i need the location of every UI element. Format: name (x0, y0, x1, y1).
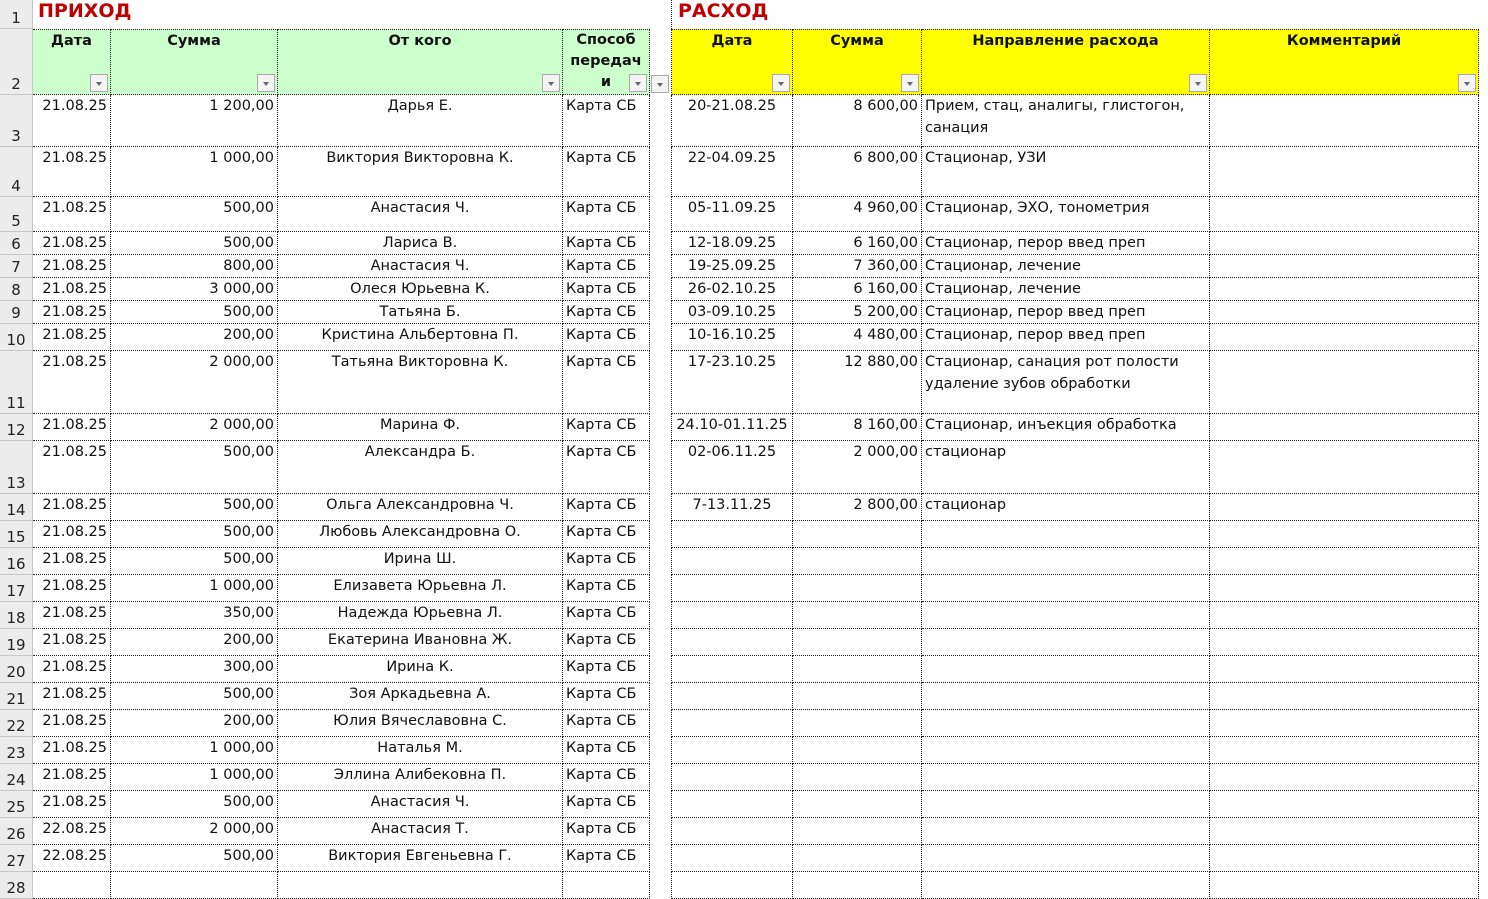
expense-cell-comment[interactable] (1210, 845, 1479, 872)
row-header[interactable]: 11 (0, 351, 33, 414)
income-cell-date[interactable]: 21.08.25 (33, 737, 111, 764)
expense-cell-purpose[interactable] (922, 683, 1210, 710)
expense-cell-amount[interactable]: 5 200,00 (793, 301, 922, 324)
row-header[interactable]: 28 (0, 872, 33, 899)
expense-cell-amount[interactable] (793, 791, 922, 818)
income-cell-date[interactable]: 21.08.25 (33, 575, 111, 602)
income-cell-from[interactable]: Анастасия Ч. (278, 255, 563, 278)
row-header[interactable]: 24 (0, 764, 33, 791)
income-cell-from[interactable]: Надежда Юрьевна Л. (278, 602, 563, 629)
income-cell-amount[interactable]: 500,00 (111, 845, 278, 872)
expense-cell-date[interactable] (672, 548, 793, 575)
empty-cell[interactable] (650, 147, 672, 197)
filter-dropdown-icon[interactable] (1458, 74, 1476, 92)
expense-cell-comment[interactable] (1210, 441, 1479, 494)
expense-cell-amount[interactable] (793, 548, 922, 575)
expense-cell-date[interactable] (672, 521, 793, 548)
income-cell-method[interactable]: Карта СБ (563, 351, 650, 414)
income-cell-amount[interactable]: 500,00 (111, 791, 278, 818)
empty-cell[interactable] (650, 683, 672, 710)
income-cell-date[interactable]: 21.08.25 (33, 147, 111, 197)
empty-cell[interactable] (650, 845, 672, 872)
expense-header-amount (793, 29, 922, 95)
row-header[interactable]: 26 (0, 818, 33, 845)
expense-cell-date[interactable]: 10-16.10.25 (672, 324, 793, 351)
income-cell-date[interactable]: 21.08.25 (33, 414, 111, 441)
income-cell-from[interactable]: Анастасия Ч. (278, 791, 563, 818)
income-cell-date[interactable]: 21.08.25 (33, 494, 111, 521)
expense-cell-purpose[interactable] (922, 656, 1210, 683)
filter-dropdown-icon[interactable] (629, 74, 647, 92)
row-header[interactable]: 20 (0, 656, 33, 683)
expense-cell-comment[interactable] (1210, 521, 1479, 548)
expense-cell-comment[interactable] (1210, 324, 1479, 351)
expense-cell-date[interactable]: 20-21.08.25 (672, 95, 793, 147)
empty-cell[interactable] (650, 324, 672, 351)
row-header[interactable]: 4 (0, 147, 33, 197)
header-label: Дата (711, 33, 753, 49)
row-header[interactable]: 19 (0, 629, 33, 656)
expense-cell-comment[interactable] (1210, 255, 1479, 278)
empty-cell[interactable] (650, 95, 672, 147)
income-cell-date[interactable]: 21.08.25 (33, 710, 111, 737)
expense-cell-purpose[interactable] (922, 521, 1210, 548)
header-label-line: передач (570, 53, 642, 69)
expense-cell-amount[interactable]: 6 800,00 (793, 147, 922, 197)
income-cell-from[interactable]: Ирина Ш. (278, 548, 563, 575)
expense-cell-date[interactable]: 02-06.11.25 (672, 441, 793, 494)
income-cell-amount[interactable] (111, 872, 278, 899)
expense-cell-comment[interactable] (1210, 414, 1479, 441)
expense-cell-amount[interactable] (793, 629, 922, 656)
expense-cell-date[interactable] (672, 683, 793, 710)
income-cell-from[interactable]: Наталья М. (278, 737, 563, 764)
expense-cell-amount[interactable] (793, 575, 922, 602)
income-cell-method[interactable]: Карта СБ (563, 602, 650, 629)
expense-cell-date[interactable] (672, 656, 793, 683)
empty-cell[interactable] (650, 737, 672, 764)
expense-cell-amount[interactable]: 6 160,00 (793, 232, 922, 255)
income-cell-from[interactable]: Эллина Алибековна П. (278, 764, 563, 791)
row-header[interactable]: 14 (0, 494, 33, 521)
income-cell-method[interactable]: Карта СБ (563, 278, 650, 301)
income-cell-date[interactable]: 21.08.25 (33, 548, 111, 575)
income-cell-method[interactable]: Карта СБ (563, 629, 650, 656)
expense-cell-purpose[interactable] (922, 575, 1210, 602)
row-header[interactable]: 15 (0, 521, 33, 548)
header-label: Сумма (167, 33, 221, 49)
income-cell-date[interactable] (33, 872, 111, 899)
expense-cell-purpose[interactable]: Стационар, перор введ преп (922, 301, 1210, 324)
row-header[interactable]: 1 (0, 0, 33, 29)
income-cell-date[interactable]: 21.08.25 (33, 197, 111, 232)
income-cell-amount[interactable]: 500,00 (111, 301, 278, 324)
income-cell-method[interactable]: Карта СБ (563, 575, 650, 602)
income-cell-amount[interactable]: 1 000,00 (111, 737, 278, 764)
income-cell-amount[interactable]: 3 000,00 (111, 278, 278, 301)
expense-cell-purpose[interactable]: Стационар, инъекция обработка (922, 414, 1210, 441)
income-cell-method[interactable]: Карта СБ (563, 441, 650, 494)
row-header[interactable]: 22 (0, 710, 33, 737)
expense-cell-comment[interactable] (1210, 629, 1479, 656)
expense-cell-date[interactable]: 17-23.10.25 (672, 351, 793, 414)
expense-cell-comment[interactable] (1210, 683, 1479, 710)
income-cell-date[interactable]: 21.08.25 (33, 232, 111, 255)
income-cell-date[interactable]: 21.08.25 (33, 602, 111, 629)
income-cell-date[interactable]: 21.08.25 (33, 764, 111, 791)
income-cell-method[interactable]: Карта СБ (563, 301, 650, 324)
filter-dropdown-icon[interactable] (901, 74, 919, 92)
income-cell-date[interactable]: 21.08.25 (33, 521, 111, 548)
expense-cell-comment[interactable] (1210, 278, 1479, 301)
expense-cell-date[interactable]: 03-09.10.25 (672, 301, 793, 324)
income-cell-date[interactable]: 21.08.25 (33, 278, 111, 301)
expense-cell-purpose[interactable] (922, 764, 1210, 791)
expense-cell-amount[interactable] (793, 872, 922, 899)
expense-cell-purpose[interactable] (922, 818, 1210, 845)
income-cell-method[interactable]: Карта СБ (563, 255, 650, 278)
empty-cell[interactable] (650, 197, 672, 232)
expense-cell-comment[interactable] (1210, 548, 1479, 575)
expense-cell-date[interactable] (672, 791, 793, 818)
income-cell-from[interactable]: Татьяна Викторовна К. (278, 351, 563, 414)
income-cell-amount[interactable]: 500,00 (111, 548, 278, 575)
expense-cell-comment[interactable] (1210, 351, 1479, 414)
income-cell-amount[interactable]: 1 200,00 (111, 95, 278, 147)
income-cell-date[interactable]: 21.08.25 (33, 683, 111, 710)
empty-cell[interactable] (650, 301, 672, 324)
income-cell-amount[interactable]: 500,00 (111, 521, 278, 548)
expense-cell-date[interactable] (672, 575, 793, 602)
income-cell-method[interactable]: Карта СБ (563, 414, 650, 441)
income-cell-method[interactable] (563, 872, 650, 899)
income-cell-method[interactable]: Карта СБ (563, 548, 650, 575)
header-label: Дата (51, 33, 92, 49)
expense-cell-amount[interactable] (793, 764, 922, 791)
expense-cell-purpose[interactable]: Стационар, лечение (922, 255, 1210, 278)
expense-cell-date[interactable]: 24.10-01.11.25 (672, 414, 793, 441)
income-cell-amount[interactable]: 350,00 (111, 602, 278, 629)
row-header[interactable]: 18 (0, 602, 33, 629)
income-cell-date[interactable]: 21.08.25 (33, 629, 111, 656)
income-cell-method[interactable]: Карта СБ (563, 197, 650, 232)
expense-cell-amount[interactable]: 6 160,00 (793, 278, 922, 301)
filter-dropdown-icon[interactable] (90, 74, 108, 92)
row-header[interactable]: 12 (0, 414, 33, 441)
income-header-date (33, 29, 111, 95)
expense-cell-amount[interactable] (793, 710, 922, 737)
income-cell-method[interactable]: Карта СБ (563, 95, 650, 147)
expense-cell-comment[interactable] (1210, 575, 1479, 602)
empty-cell[interactable] (650, 278, 672, 301)
expense-cell-date[interactable]: 19-25.09.25 (672, 255, 793, 278)
income-cell-method[interactable]: Карта СБ (563, 494, 650, 521)
income-cell-method[interactable]: Карта СБ (563, 147, 650, 197)
income-cell-date[interactable]: 21.08.25 (33, 351, 111, 414)
header-label: Направление расхода (972, 33, 1159, 49)
row-header[interactable]: 8 (0, 278, 33, 301)
income-cell-method[interactable]: Карта СБ (563, 521, 650, 548)
income-cell-from[interactable]: Татьяна Б. (278, 301, 563, 324)
expense-cell-amount[interactable] (793, 521, 922, 548)
gap-header (650, 29, 672, 95)
income-cell-date[interactable]: 21.08.25 (33, 324, 111, 351)
expense-cell-date[interactable] (672, 737, 793, 764)
expense-cell-purpose[interactable] (922, 737, 1210, 764)
income-cell-from[interactable]: Марина Ф. (278, 414, 563, 441)
expense-cell-amount[interactable]: 8 600,00 (793, 95, 922, 147)
income-cell-amount[interactable]: 1 000,00 (111, 147, 278, 197)
expense-cell-amount[interactable] (793, 737, 922, 764)
income-cell-date[interactable]: 21.08.25 (33, 441, 111, 494)
income-cell-from[interactable]: Елизавета Юрьевна Л. (278, 575, 563, 602)
income-cell-amount[interactable]: 200,00 (111, 710, 278, 737)
expense-cell-date[interactable]: 22-04.09.25 (672, 147, 793, 197)
expense-cell-purpose[interactable] (922, 845, 1210, 872)
income-cell-from[interactable]: Лариса В. (278, 232, 563, 255)
income-cell-from[interactable]: Екатерина Ивановна Ж. (278, 629, 563, 656)
filter-dropdown-icon[interactable] (542, 74, 560, 92)
gridline (671, 0, 672, 29)
expense-cell-date[interactable] (672, 872, 793, 899)
expense-cell-purpose[interactable] (922, 548, 1210, 575)
income-title: ПРИХОД (38, 0, 132, 22)
row-header[interactable]: 13 (0, 441, 33, 494)
expense-cell-comment[interactable] (1210, 232, 1479, 255)
row-header[interactable]: 10 (0, 324, 33, 351)
income-cell-amount[interactable]: 2 000,00 (111, 414, 278, 441)
income-cell-from[interactable]: Юлия Вячеславовна С. (278, 710, 563, 737)
income-cell-method[interactable]: Карта СБ (563, 656, 650, 683)
income-cell-method[interactable]: Карта СБ (563, 845, 650, 872)
income-cell-from[interactable]: Виктория Викторовна К. (278, 147, 563, 197)
row-header[interactable]: 7 (0, 255, 33, 278)
income-cell-amount[interactable]: 300,00 (111, 656, 278, 683)
empty-cell[interactable] (650, 764, 672, 791)
expense-cell-amount[interactable]: 7 360,00 (793, 255, 922, 278)
row-header[interactable]: 5 (0, 197, 33, 232)
row-header[interactable]: 2 (0, 29, 33, 95)
income-cell-from[interactable]: Анастасия Ч. (278, 197, 563, 232)
income-cell-method[interactable]: Карта СБ (563, 324, 650, 351)
income-cell-from[interactable] (278, 872, 563, 899)
empty-cell[interactable] (650, 494, 672, 521)
expense-cell-purpose[interactable]: стационар (922, 441, 1210, 494)
expense-cell-amount[interactable] (793, 656, 922, 683)
expense-title: РАСХОД (678, 0, 769, 22)
income-cell-from[interactable]: Любовь Александровна О. (278, 521, 563, 548)
income-header-amount (111, 29, 278, 95)
income-cell-method[interactable]: Карта СБ (563, 232, 650, 255)
empty-cell[interactable] (650, 441, 672, 494)
empty-cell[interactable] (650, 575, 672, 602)
expense-cell-amount[interactable]: 2 000,00 (793, 441, 922, 494)
income-cell-from[interactable]: Александра Б. (278, 441, 563, 494)
empty-cell[interactable] (650, 232, 672, 255)
income-cell-method[interactable]: Карта СБ (563, 791, 650, 818)
income-cell-from[interactable]: Ирина К. (278, 656, 563, 683)
row-header[interactable]: 25 (0, 791, 33, 818)
expense-cell-amount[interactable] (793, 602, 922, 629)
expense-cell-purpose[interactable] (922, 872, 1210, 899)
expense-cell-date[interactable] (672, 764, 793, 791)
income-cell-amount[interactable]: 500,00 (111, 441, 278, 494)
expense-cell-comment[interactable] (1210, 147, 1479, 197)
row-header[interactable]: 16 (0, 548, 33, 575)
empty-cell[interactable] (650, 791, 672, 818)
empty-cell[interactable] (650, 629, 672, 656)
income-cell-date[interactable]: 21.08.25 (33, 656, 111, 683)
income-cell-from[interactable]: Кристина Альбертовна П. (278, 324, 563, 351)
row-header[interactable]: 17 (0, 575, 33, 602)
expense-header-comment (1210, 29, 1479, 95)
income-cell-amount[interactable]: 2 000,00 (111, 351, 278, 414)
header-label-line: Способ (576, 32, 636, 48)
income-cell-amount[interactable]: 500,00 (111, 494, 278, 521)
expense-cell-date[interactable]: 26-02.10.25 (672, 278, 793, 301)
income-cell-method[interactable]: Карта СБ (563, 764, 650, 791)
header-label: От кого (388, 33, 452, 49)
expense-cell-date[interactable]: 05-11.09.25 (672, 197, 793, 232)
row-header[interactable]: 6 (0, 232, 33, 255)
income-cell-date[interactable]: 21.08.25 (33, 95, 111, 147)
expense-cell-comment[interactable] (1210, 764, 1479, 791)
expense-header-purpose (922, 29, 1210, 95)
expense-cell-comment[interactable] (1210, 602, 1479, 629)
income-cell-date[interactable]: 21.08.25 (33, 791, 111, 818)
expense-cell-comment[interactable] (1210, 494, 1479, 521)
expense-cell-date[interactable]: 7-13.11.25 (672, 494, 793, 521)
row-header[interactable]: 3 (0, 95, 33, 147)
row-header[interactable]: 9 (0, 301, 33, 324)
income-cell-amount[interactable]: 2 000,00 (111, 818, 278, 845)
filter-dropdown-icon[interactable] (257, 74, 275, 92)
empty-cell[interactable] (650, 710, 672, 737)
empty-cell[interactable] (650, 414, 672, 441)
income-cell-amount[interactable]: 500,00 (111, 197, 278, 232)
expense-cell-amount[interactable]: 2 800,00 (793, 494, 922, 521)
expense-cell-purpose[interactable]: Стационар, УЗИ (922, 147, 1210, 197)
income-header-method (563, 29, 650, 95)
expense-cell-purpose[interactable]: Стационар, лечение (922, 278, 1210, 301)
expense-cell-comment[interactable] (1210, 737, 1479, 764)
expense-cell-amount[interactable]: 4 480,00 (793, 324, 922, 351)
filter-dropdown-icon[interactable] (772, 74, 790, 92)
expense-cell-purpose[interactable]: Стационар, перор введ преп (922, 324, 1210, 351)
expense-cell-purpose[interactable]: Стационар, санация рот полости удаление зубов обработки (922, 351, 1210, 414)
income-cell-method[interactable]: Карта СБ (563, 818, 650, 845)
expense-cell-comment[interactable] (1210, 95, 1479, 147)
empty-cell[interactable] (650, 602, 672, 629)
income-cell-amount[interactable]: 500,00 (111, 683, 278, 710)
income-cell-date[interactable]: 21.08.25 (33, 301, 111, 324)
expense-cell-date[interactable] (672, 818, 793, 845)
income-cell-amount[interactable]: 1 000,00 (111, 764, 278, 791)
expense-cell-amount[interactable] (793, 818, 922, 845)
expense-cell-purpose[interactable]: Прием, стац, аналигы, глистогон, санация (922, 95, 1210, 147)
income-cell-from[interactable]: Виктория Евгеньевна Г. (278, 845, 563, 872)
empty-cell[interactable] (650, 872, 672, 899)
expense-cell-comment[interactable] (1210, 872, 1479, 899)
header-label: Сумма (830, 33, 884, 49)
header-label-line: и (600, 74, 612, 90)
filter-dropdown-icon[interactable] (651, 75, 669, 93)
expense-cell-purpose[interactable] (922, 791, 1210, 818)
expense-cell-comment[interactable] (1210, 656, 1479, 683)
income-cell-date[interactable]: 21.08.25 (33, 255, 111, 278)
expense-cell-purpose[interactable]: Стационар, ЭХО, тонометрия (922, 197, 1210, 232)
expense-cell-comment[interactable] (1210, 301, 1479, 324)
filter-dropdown-icon[interactable] (1189, 74, 1207, 92)
income-cell-from[interactable]: Анастасия Т. (278, 818, 563, 845)
expense-cell-comment[interactable] (1210, 791, 1479, 818)
expense-cell-date[interactable] (672, 845, 793, 872)
expense-cell-amount[interactable]: 4 960,00 (793, 197, 922, 232)
expense-header-date (672, 29, 793, 95)
income-cell-amount[interactable]: 800,00 (111, 255, 278, 278)
income-cell-from[interactable]: Олеся Юрьевна К. (278, 278, 563, 301)
expense-cell-purpose[interactable]: Стационар, перор введ преп (922, 232, 1210, 255)
empty-cell[interactable] (650, 818, 672, 845)
empty-cell[interactable] (650, 255, 672, 278)
expense-cell-comment[interactable] (1210, 818, 1479, 845)
income-cell-method[interactable]: Карта СБ (563, 683, 650, 710)
income-header-from (278, 29, 563, 95)
header-label: Комментарий (1286, 33, 1402, 49)
row-header[interactable]: 23 (0, 737, 33, 764)
income-cell-method[interactable]: Карта СБ (563, 710, 650, 737)
expense-cell-purpose[interactable] (922, 710, 1210, 737)
income-cell-date[interactable]: 22.08.25 (33, 818, 111, 845)
income-cell-amount[interactable]: 200,00 (111, 324, 278, 351)
row-header[interactable]: 27 (0, 845, 33, 872)
income-cell-from[interactable]: Ольга Александровна Ч. (278, 494, 563, 521)
income-cell-amount[interactable]: 1 000,00 (111, 575, 278, 602)
expense-cell-date[interactable] (672, 629, 793, 656)
expense-cell-purpose[interactable]: стационар (922, 494, 1210, 521)
expense-cell-date[interactable] (672, 710, 793, 737)
expense-cell-comment[interactable] (1210, 710, 1479, 737)
income-cell-amount[interactable]: 500,00 (111, 232, 278, 255)
income-cell-method[interactable]: Карта СБ (563, 737, 650, 764)
expense-cell-purpose[interactable] (922, 629, 1210, 656)
expense-cell-amount[interactable] (793, 845, 922, 872)
income-cell-from[interactable]: Зоя Аркадьевна А. (278, 683, 563, 710)
empty-cell[interactable] (650, 351, 672, 414)
expense-cell-date[interactable] (672, 602, 793, 629)
expense-cell-amount[interactable]: 8 160,00 (793, 414, 922, 441)
expense-cell-comment[interactable] (1210, 197, 1479, 232)
expense-cell-purpose[interactable] (922, 602, 1210, 629)
income-cell-from[interactable]: Дарья Е. (278, 95, 563, 147)
empty-cell[interactable] (650, 656, 672, 683)
empty-cell[interactable] (650, 548, 672, 575)
expense-cell-amount[interactable]: 12 880,00 (793, 351, 922, 414)
income-cell-amount[interactable]: 200,00 (111, 629, 278, 656)
expense-cell-date[interactable]: 12-18.09.25 (672, 232, 793, 255)
income-cell-date[interactable]: 22.08.25 (33, 845, 111, 872)
row-header[interactable]: 21 (0, 683, 33, 710)
empty-cell[interactable] (650, 521, 672, 548)
expense-cell-amount[interactable] (793, 683, 922, 710)
